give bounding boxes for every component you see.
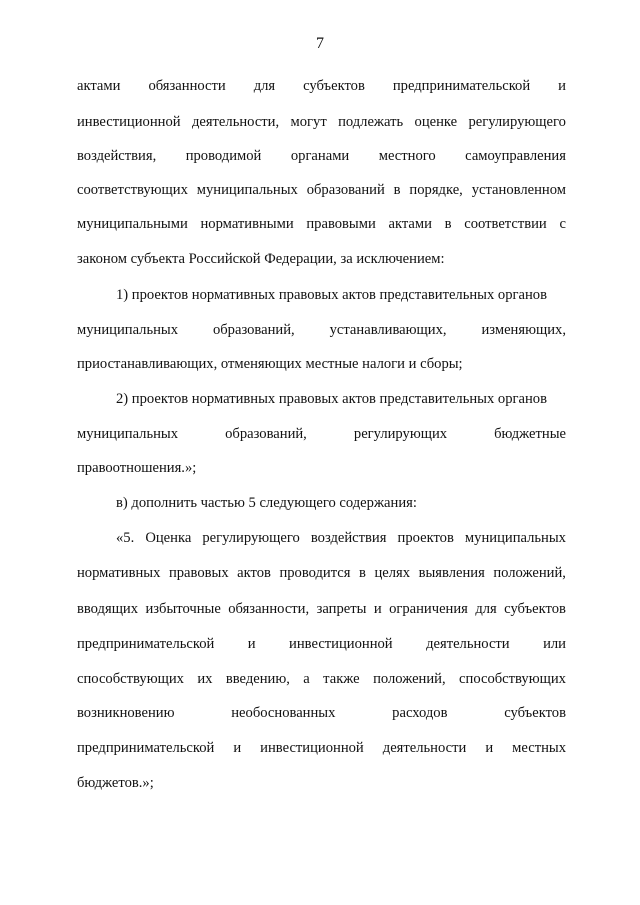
word: способствующих — [77, 671, 184, 687]
word: деятельности — [426, 636, 510, 652]
word: инвестиционной — [77, 114, 181, 130]
word: актов — [237, 565, 271, 581]
word: подлежать — [338, 114, 404, 130]
word: предпринимательской — [392, 78, 531, 94]
word: необоснованных — [231, 705, 336, 721]
word: инвестиционной — [260, 740, 364, 756]
word: возникновению — [77, 705, 175, 721]
word: порядке, — [409, 182, 463, 198]
word: для — [475, 601, 497, 617]
text-line — [77, 112, 566, 132]
word: образований, — [212, 322, 295, 338]
text-line — [77, 563, 566, 583]
word: способствующих — [459, 671, 566, 687]
word: регулирующего — [468, 114, 566, 130]
word: правовых — [168, 565, 229, 581]
text-line — [77, 599, 566, 619]
word: регулирующего — [202, 530, 300, 546]
word: воздействия, — [77, 148, 157, 164]
word: муниципальных — [464, 530, 566, 546]
word: положений, — [493, 565, 566, 581]
word: субъектов — [504, 601, 566, 617]
word: субъектов — [303, 78, 365, 94]
text-line — [77, 180, 566, 200]
word: их — [197, 671, 213, 687]
word: муниципальных — [77, 426, 179, 442]
word: местных — [512, 740, 566, 756]
word: устанавливающих, — [329, 322, 447, 338]
word: образований — [306, 182, 385, 198]
word: вводящих — [77, 601, 139, 617]
word: в — [359, 565, 366, 581]
word: местного — [378, 148, 436, 164]
word: соответствии — [464, 216, 547, 232]
word: оценке — [414, 114, 458, 130]
text-line — [77, 146, 566, 166]
word: изменяющих, — [481, 322, 566, 338]
word: в — [393, 182, 401, 198]
word: и — [233, 740, 242, 756]
word: избыточные — [145, 601, 221, 617]
word: и — [247, 636, 256, 652]
word: муниципальных — [77, 322, 179, 338]
word: самоуправления — [465, 148, 566, 164]
text-line: в) дополнить частью 5 следующего содержания: — [116, 495, 417, 511]
word: соответствующих — [77, 182, 188, 198]
word: правовыми — [306, 216, 376, 232]
text-line — [77, 738, 566, 758]
word: и — [558, 78, 566, 94]
word: также — [323, 671, 360, 687]
word: или — [543, 636, 566, 652]
word: выявления — [418, 565, 485, 581]
word: актами — [77, 78, 121, 94]
text-line: 1) проектов нормативных правовых актов представительных органов — [116, 287, 547, 303]
text-line — [77, 214, 566, 234]
word: и — [373, 601, 382, 617]
text-line — [116, 528, 566, 548]
text-line — [77, 669, 566, 689]
word: расходов — [392, 705, 448, 721]
text-line: бюджетов.»; — [77, 775, 154, 791]
text-line: приостанавливающих, отменяющих местные налоги и сборы; — [77, 356, 463, 372]
word: обязанности — [148, 78, 226, 94]
word: а — [303, 671, 310, 687]
word: в — [444, 216, 452, 232]
word: бюджетные — [494, 426, 566, 442]
word: для — [253, 78, 276, 94]
word: муниципальными — [77, 216, 188, 232]
word: проводится — [279, 565, 351, 581]
word: органами — [290, 148, 350, 164]
text-line: правоотношения.»; — [77, 460, 197, 476]
word: предпринимательской — [77, 740, 215, 756]
word: с — [559, 216, 566, 232]
word: целях — [374, 565, 411, 581]
text-line — [77, 320, 566, 340]
page-number: 7 — [316, 35, 324, 52]
word: запреты — [316, 601, 367, 617]
word: проектов — [397, 530, 454, 546]
word: нормативными — [200, 216, 294, 232]
word: нормативных — [77, 565, 161, 581]
word: Оценка — [145, 530, 192, 546]
word: ограничения — [389, 601, 468, 617]
word: муниципальных — [196, 182, 298, 198]
word: деятельности, — [191, 114, 280, 130]
text-line — [77, 703, 566, 723]
word: могут — [290, 114, 327, 130]
word: деятельности — [382, 740, 467, 756]
text-line — [77, 76, 566, 96]
word: инвестиционной — [289, 636, 393, 652]
text-line — [77, 424, 566, 444]
word: проводимой — [185, 148, 262, 164]
word: введению, — [225, 671, 290, 687]
word: воздействия — [310, 530, 387, 546]
word: установленном — [471, 182, 566, 198]
word: образований, — [225, 426, 307, 442]
word: обязанности, — [228, 601, 310, 617]
word: регулирующих — [353, 426, 448, 442]
word: «5. — [116, 530, 135, 546]
text-line: законом субъекта Российской Федерации, за исключением: — [77, 251, 445, 267]
word: и — [485, 740, 494, 756]
word: субъектов — [504, 705, 566, 721]
text-line — [77, 634, 566, 654]
word: актами — [388, 216, 432, 232]
text-line: 2) проектов нормативных правовых актов представительных органов — [116, 391, 547, 407]
word: предпринимательской — [77, 636, 215, 652]
word: положений, — [373, 671, 446, 687]
